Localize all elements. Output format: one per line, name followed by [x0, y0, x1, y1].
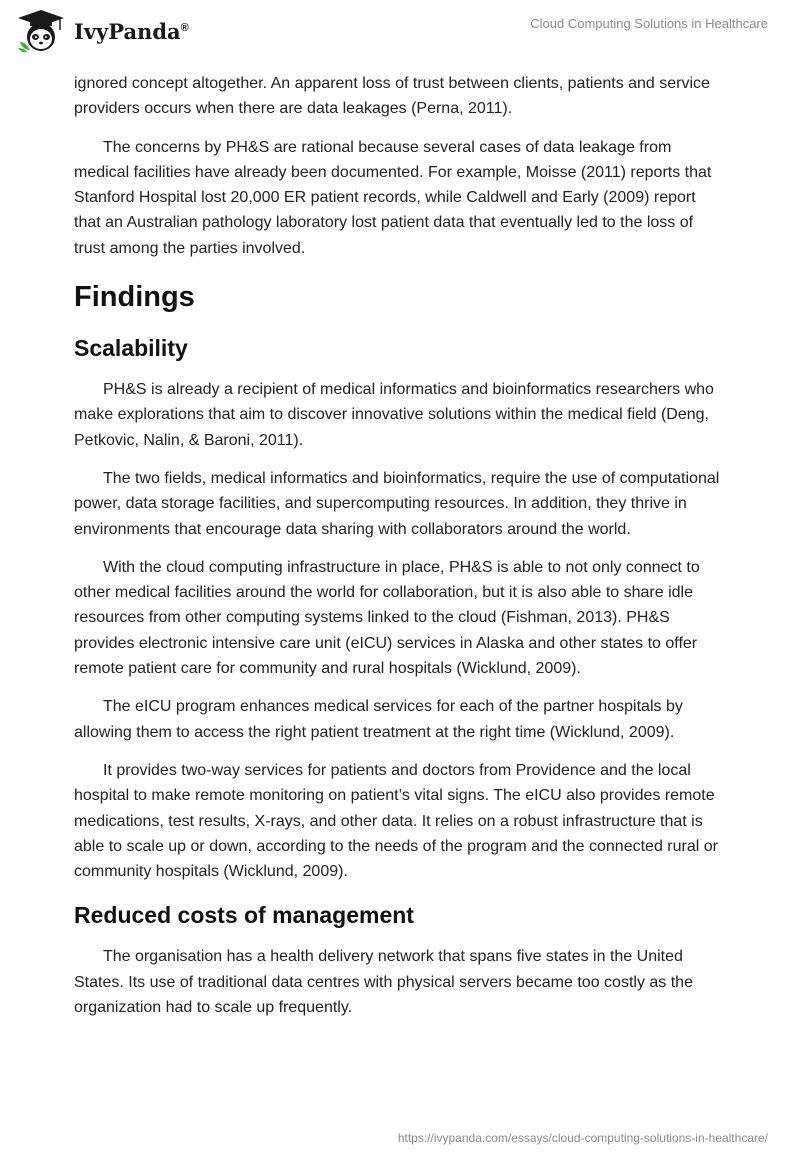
paragraph: It provides two-way services for patients and doctors from Providence and the local hospital to make remote monitoring on patient’s vital signs. The eICU also provides remote medications, test results, X-rays, and other data. It relies on a robust infrastructure that is able to scale up or down, according to the needs of the program and the connected rural or community hospitals (Wicklund, 2009). [74, 761, 718, 881]
document-title: Cloud Computing Solutions in Healthcare [530, 16, 768, 31]
source-url[interactable]: https://ivypanda.com/essays/cloud-computing-solutions-in-healthcare/ [397, 1131, 768, 1145]
subsection-heading-reduced-costs: Reduced costs of management [74, 902, 414, 929]
logo-wordmark: IvyPanda® [74, 18, 189, 44]
paragraph: With the cloud computing infrastructure in place, PH&S is able to not only connect to other medical facilities around the world for collaboration, but it is also able to share idle resources from other computing systems linked to the cloud (Fishman, 2013). PH&S provides electronic intensive care unit (eICU) services in Alaska and other states to offer remote patient care for community and rural hospitals (Wicklund, 2009). [74, 558, 700, 678]
paragraph: The eICU program enhances medical services for each of the partner hospitals by allowing them to access the right patient treatment at the right time (Wicklund, 2009). [74, 698, 683, 741]
essay-body [74, 71, 724, 1033]
paragraph: The two fields, medical informatics and bioinformatics, require the use of computational power, data storage facilities, and supercomputing resources. In addition, they thrive in environments that encourage data sharing with collaborators around the world. [74, 469, 720, 538]
panda-graduate-icon [14, 8, 68, 54]
section-heading-findings: Findings [74, 281, 195, 314]
page-header [0, 0, 800, 70]
paragraph: The concerns by PH&S are rational because several cases of data leakage from medical facilities have already been documented. For example, Moisse (2011) reports that Stanford Hospital lost 20,000 ER patient records, while Caldwell and Early (2009) report that an Australian pathology laboratory lost patient data that eventually led to the loss of trust among the parties involved. [74, 138, 712, 257]
paragraph: ignored concept altogether. An apparent loss of trust between clients, patients and service providers occurs when there are data leakages (Perna, 2011). [74, 75, 710, 118]
paragraph: PH&S is already a recipient of medical informatics and bioinformatics researchers who make explorations that aim to discover innovative solutions within the medical field (Deng, Petkovic, Nalin, & Baroni, 2011). [74, 381, 714, 449]
subsection-heading-scalability: Scalability [74, 335, 188, 362]
paragraph: The organisation has a health delivery network that spans five states in the United States. Its use of traditional data centres with physical servers became too costly as the organization had to scale up frequently. [74, 948, 693, 1017]
ivypanda-logo[interactable] [14, 8, 189, 54]
